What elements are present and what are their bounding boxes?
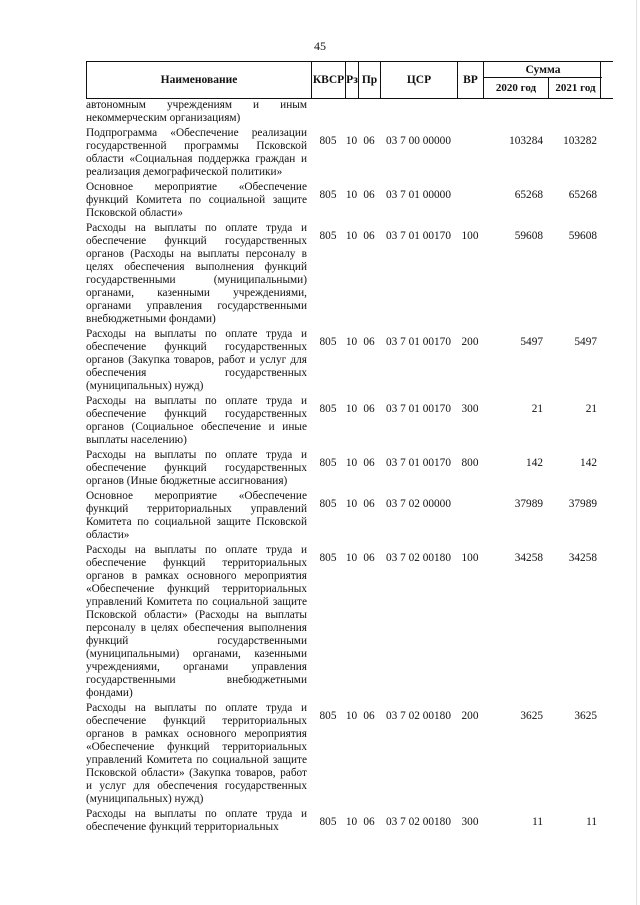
table-cell-name: Расходы на выплаты по оплате труда и обеспечение функций государственных органов (Иные бюджетные ассигнования) [86,449,307,487]
page-edge [636,0,637,905]
table-cell-vr: 100 [461,552,479,564]
table-cell-csr: 03 7 01 00170 [386,230,451,242]
header-name: Наименование [86,62,311,98]
table-cell-rz: 10 [345,403,358,415]
table-cell-2020 [483,98,547,126]
table-row [86,180,613,221]
table-cell-name: Расходы на выплаты по оплате труда и обеспечение функций территориальных [86,808,307,833]
table-cell-kvsr: 805 [319,498,337,510]
table-cell-csr: 03 7 01 00000 [386,189,451,201]
table-cell-csr [380,98,457,126]
table-cell-rz: 10 [345,816,358,828]
table-cell-name: Расходы на выплаты по оплате труда и обеспечение функций государственных органов (Расходы на выплаты персоналу в целях обеспечения выполнения функций государственными (муниципальными) органами, казенными учреждениями, органами управления государственными внебюджетными фондами) [86,222,307,325]
table-cell-pr: 06 [363,816,375,828]
table-cell-vr: 300 [461,403,479,415]
header-sum: Сумма [484,62,602,78]
table-cell-kvsr [311,98,345,126]
table-cell-csr: 03 7 02 00180 [386,710,451,722]
table-cell-pr: 06 [363,135,375,147]
table-cell-kvsr: 805 [319,336,337,348]
table-cell-2020: 103284 [509,135,543,147]
table-cell-2020: 5497 [520,336,543,348]
table-cell-vr: 800 [461,457,479,469]
table-cell-csr: 03 7 00 00000 [386,135,451,147]
table-cell-rz: 10 [345,552,358,564]
header-years [484,78,602,98]
table-cell-rz: 10 [345,135,358,147]
table-cell-rz: 10 [345,189,358,201]
table-cell-rz: 10 [345,336,358,348]
table-cell-2021: 103282 [563,135,597,147]
table-cell-2020: 65268 [514,189,543,201]
table-row [86,394,613,448]
table-cell-kvsr: 805 [319,189,337,201]
table-cell-pr [358,98,380,126]
table-cell-2021 [547,98,601,126]
table-cell-vr: 100 [461,230,479,242]
table-cell-vr: 300 [461,816,479,828]
table-cell-kvsr: 805 [319,135,337,147]
table-cell-2020: 3625 [520,710,543,722]
table-row [86,327,613,394]
table-cell-2021: 34258 [568,552,597,564]
header-csr: ЦСР [380,62,457,98]
table-cell-rz: 10 [345,230,358,242]
table-cell-2020: 142 [526,457,543,469]
table-cell-name: Подпрограмма «Обеспечение реализации государственной программы Псковской области «Социальная поддержка граждан и реализация демографической политики» [86,127,307,178]
table-row [86,701,613,807]
table-cell-name: автономным учреждениям и иным некоммерческим организациям) [86,99,307,124]
table-cell-rz: 10 [345,498,358,510]
table-cell-2021: 3625 [574,710,597,722]
table-row [86,448,613,489]
table-cell-kvsr: 805 [319,816,337,828]
table-cell-2021: 59608 [568,230,597,242]
table-header [86,61,613,99]
header-rz: Рз [345,62,358,98]
header-2020: 2020 год [495,82,537,94]
table-row [86,221,613,327]
table-cell-vr [457,98,483,126]
table-cell-csr: 03 7 01 00170 [386,403,451,415]
header-kvsr: КВСР [311,62,345,98]
table-cell-pr: 06 [363,230,375,242]
page-number: 45 [314,39,326,53]
table-cell-kvsr: 805 [319,403,337,415]
table-row [86,543,613,701]
table-cell-2021: 37989 [568,498,597,510]
table-cell-rz: 10 [345,710,358,722]
table-cell-kvsr: 805 [319,710,337,722]
table-row [86,807,613,835]
table-cell-vr [457,489,483,543]
table-cell-2020: 59608 [514,230,543,242]
table-cell-name: Основное мероприятие «Обеспечение функций территориальных управлений Комитета по социальной защите Псковской области» [86,490,307,541]
table-cell-name: Расходы на выплаты по оплате труда и обеспечение функций государственных органов (Социальное обеспечение и иные выплаты населению) [86,395,307,446]
table-cell-2020: 34258 [514,552,543,564]
table-cell-2020: 11 [532,816,543,828]
table-cell-pr: 06 [363,403,375,415]
table-cell-pr: 06 [363,189,375,201]
table-cell-2021: 21 [585,403,597,415]
table-cell-vr: 200 [461,710,479,722]
table-cell-csr: 03 7 01 00170 [386,336,451,348]
header-vr: ВР [457,62,483,98]
table-cell-2021: 5497 [574,336,597,348]
table-row [86,98,613,126]
table-cell-pr: 06 [363,457,375,469]
budget-table [86,61,613,835]
table-cell-name: Расходы на выплаты по оплате труда и обеспечение функций территориальных органов в рамках основного мероприятия «Обеспечение функций территориальных управлений Комитета по социальной защите Псковской области» (Расходы на выплаты персоналу в целях обеспечения выполнения функций государственными (муниципальными) органами, казенными учреждениями, органами управления государственными внебюджетными фондами) [86,544,307,699]
table-cell-vr: 200 [461,336,479,348]
table-cell-pr: 06 [363,710,375,722]
table-cell-2021: 11 [586,816,597,828]
table-cell-csr: 03 7 02 00180 [386,816,451,828]
table-row [86,489,613,543]
table-cell-name: Основное мероприятие «Обеспечение функций Комитета по социальной защите Псковской области» [86,181,307,219]
table-cell-kvsr: 805 [319,230,337,242]
table-cell-2021: 65268 [568,189,597,201]
header-pr: Пр [358,62,380,98]
table-cell-pr: 06 [363,552,375,564]
table-cell-kvsr: 805 [319,457,337,469]
table-cell-csr: 03 7 02 00180 [386,552,451,564]
table-cell-kvsr: 805 [319,552,337,564]
table-cell-name: Расходы на выплаты по оплате труда и обеспечение функций государственных органов (Закупка товаров, работ и услуг для обеспечения государственных (муниципальных) нужд) [86,328,307,392]
table-cell-pr: 06 [363,336,375,348]
table-cell-rz [345,98,358,126]
table-cell-rz: 10 [345,457,358,469]
table-cell-name: Расходы на выплаты по оплате труда и обеспечение функций территориальных органов в рамках основного мероприятия «Обеспечение функций территориальных управлений Комитета по социальной защите Псковской области» (Закупка товаров, работ и услуг для обеспечения государственных (муниципальных) нужд) [86,702,307,805]
table-cell-2020: 37989 [514,498,543,510]
table-cell-csr: 03 7 02 00000 [386,498,451,510]
table-body [86,98,613,835]
table-cell-csr: 03 7 01 00170 [386,457,451,469]
header-2021: 2021 год [548,78,602,98]
table-cell-2021: 142 [580,457,597,469]
table-row [86,126,613,180]
table-cell-2020: 21 [531,403,543,415]
table-cell-pr: 06 [363,498,375,510]
table-cell-vr [457,180,483,221]
table-cell-vr [457,126,483,180]
header-sum-group [483,62,601,98]
